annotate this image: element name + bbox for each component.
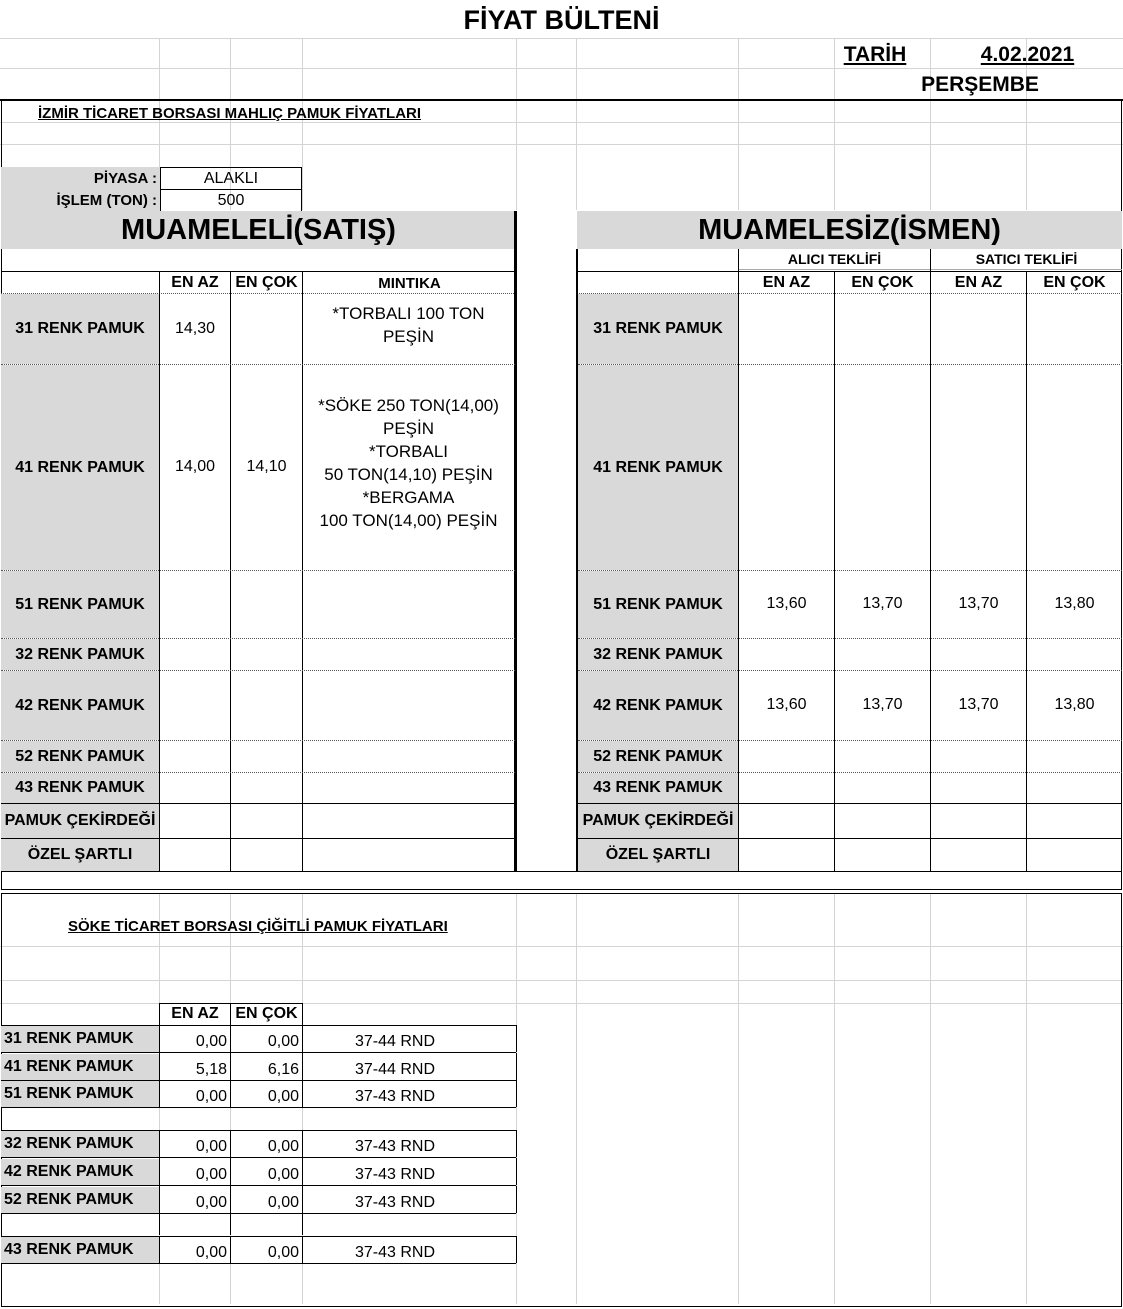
piyasa-value: ALAKLI bbox=[160, 167, 302, 189]
mintika-value bbox=[303, 803, 514, 838]
soke-note-value: 37-43 RND bbox=[355, 1193, 436, 1211]
col-satici-en-cok: EN ÇOK bbox=[1043, 274, 1106, 291]
row-name: 42 RENK PAMUK bbox=[578, 671, 738, 740]
mintika-value: *TORBALI 100 TON PEŞİN bbox=[332, 303, 485, 346]
soke-en-az-value: 0,00 bbox=[195, 1243, 227, 1261]
alici-en-az-value bbox=[739, 838, 834, 871]
page-title: FİYAT BÜLTENİ bbox=[463, 4, 660, 35]
satici-en-cok-value: 13,80 bbox=[1054, 696, 1095, 713]
satici-en-az-value bbox=[931, 772, 1026, 803]
row-name: ÖZEL ŞARTLI bbox=[578, 839, 738, 871]
day-value: PERŞEMBE bbox=[921, 73, 1039, 96]
en-az-value bbox=[160, 838, 230, 871]
en-cok-value bbox=[231, 740, 302, 772]
row-name: 43 RENK PAMUK bbox=[578, 773, 738, 803]
en-az-value bbox=[160, 570, 230, 638]
en-cok-value bbox=[231, 670, 302, 740]
row-name: 41 RENK PAMUK bbox=[1, 365, 159, 570]
row-name: 41 RENK PAMUK bbox=[578, 365, 738, 570]
alici-en-cok-value bbox=[835, 838, 930, 871]
col-en-az: EN AZ bbox=[171, 274, 219, 291]
soke-row-name: 31 RENK PAMUK bbox=[1, 1026, 159, 1052]
row-name: 32 RENK PAMUK bbox=[578, 639, 738, 670]
en-cok-value bbox=[231, 570, 302, 638]
mintika-value bbox=[303, 670, 514, 740]
soke-en-cok-value: 0,00 bbox=[267, 1243, 299, 1261]
soke-note-value: 37-43 RND bbox=[355, 1165, 436, 1183]
alici-en-cok-value: 13,70 bbox=[862, 595, 903, 612]
satici-en-cok-value: 13,80 bbox=[1054, 595, 1095, 612]
alici-en-az-value: 13,60 bbox=[766, 696, 807, 713]
date-label: TARİH bbox=[843, 43, 907, 66]
mintika-value bbox=[303, 570, 514, 638]
row-name: 51 RENK PAMUK bbox=[578, 571, 738, 638]
row-name: 42 RENK PAMUK bbox=[1, 671, 159, 740]
alici-en-cok-value bbox=[835, 803, 930, 838]
row-name: 31 RENK PAMUK bbox=[578, 294, 738, 364]
soke-en-cok-value: 0,00 bbox=[267, 1193, 299, 1211]
muameleli-title: MUAMELELİ(SATIŞ) bbox=[1, 211, 516, 249]
satici-en-az-value bbox=[931, 740, 1026, 772]
soke-note-value: 37-43 RND bbox=[355, 1087, 436, 1105]
soke-en-az-value: 0,00 bbox=[195, 1137, 227, 1155]
en-cok-value bbox=[231, 803, 302, 838]
soke-note-value: 37-44 RND bbox=[355, 1032, 436, 1050]
satici-en-az-value: 13,70 bbox=[958, 595, 999, 612]
alici-en-az-value bbox=[739, 293, 834, 364]
satici-en-az-value: 13,70 bbox=[958, 696, 999, 713]
islem-label: İŞLEM (TON) : bbox=[1, 189, 160, 211]
soke-en-az-value: 0,00 bbox=[195, 1193, 227, 1211]
mintika-value: *SÖKE 250 TON(14,00) PEŞİN *TORBALI 50 TON(14,10) PEŞİN *BERGAMA 100 TON(14,00) PEŞİN bbox=[318, 396, 499, 530]
en-cok-value bbox=[231, 638, 302, 670]
soke-en-az-value: 0,00 bbox=[195, 1032, 227, 1050]
row-name: 52 RENK PAMUK bbox=[578, 741, 738, 772]
alici-en-az-value bbox=[739, 638, 834, 670]
soke-heading: SÖKE TİCARET BORSASI ÇİĞİTLİ PAMUK FİYATLARI bbox=[68, 917, 448, 935]
col-en-cok: EN ÇOK bbox=[235, 274, 298, 291]
soke-row-name: 32 RENK PAMUK bbox=[1, 1131, 159, 1157]
mintika-value bbox=[303, 638, 514, 670]
soke-note-value: 37-43 RND bbox=[355, 1137, 436, 1155]
izmir-heading: İZMİR TİCARET BORSASI MAHLIÇ PAMUK FİYATLARI bbox=[38, 104, 422, 122]
row-name: ÖZEL ŞARTLI bbox=[1, 839, 159, 871]
soke-en-cok-value: 0,00 bbox=[267, 1165, 299, 1183]
soke-en-cok-value: 6,16 bbox=[267, 1060, 299, 1078]
muamelesiz-title: MUAMELESİZ(İSMEN) bbox=[577, 211, 1122, 249]
soke-en-cok-value: 0,00 bbox=[267, 1032, 299, 1050]
satici-en-cok-value bbox=[1027, 740, 1122, 772]
row-name: PAMUK ÇEKİRDEĞİ bbox=[1, 804, 159, 838]
en-cok-value bbox=[231, 838, 302, 871]
en-cok-value: 14,10 bbox=[246, 458, 287, 475]
satici-en-cok-value bbox=[1027, 364, 1122, 570]
mintika-value bbox=[303, 772, 514, 803]
satici-en-az-value bbox=[931, 803, 1026, 838]
soke-en-cok-value: 0,00 bbox=[267, 1087, 299, 1105]
soke-note-value: 37-44 RND bbox=[355, 1060, 436, 1078]
col-alici-en-cok: EN ÇOK bbox=[851, 274, 914, 291]
soke-en-az-value: 5,18 bbox=[195, 1060, 227, 1078]
soke-en-cok-value: 0,00 bbox=[267, 1137, 299, 1155]
mintika-value bbox=[303, 838, 514, 871]
alici-teklifi: ALICI TEKLİFİ bbox=[738, 249, 930, 269]
satici-en-az-value bbox=[931, 838, 1026, 871]
alici-en-az-value bbox=[739, 740, 834, 772]
row-name: 32 RENK PAMUK bbox=[1, 639, 159, 670]
alici-en-cok-value bbox=[835, 740, 930, 772]
alici-en-cok-value bbox=[835, 293, 930, 364]
satici-teklifi: SATICI TEKLİFİ bbox=[930, 249, 1122, 269]
row-name: 51 RENK PAMUK bbox=[1, 571, 159, 638]
soke-row-name: 41 RENK PAMUK bbox=[1, 1054, 159, 1080]
col-mintika: MINTIKA bbox=[378, 274, 441, 292]
en-az-value: 14,30 bbox=[174, 319, 216, 337]
piyasa-label: PİYASA : bbox=[1, 167, 160, 189]
alici-en-cok-value bbox=[835, 364, 930, 570]
en-cok-value bbox=[231, 293, 302, 364]
en-az-value bbox=[160, 638, 230, 670]
soke-en-az-value: 0,00 bbox=[195, 1087, 227, 1105]
soke-col-en-az: EN AZ bbox=[171, 1005, 219, 1022]
mintika-value bbox=[303, 740, 514, 772]
satici-en-az-value bbox=[931, 293, 1026, 364]
satici-en-cok-value bbox=[1027, 638, 1122, 670]
alici-en-az-value bbox=[739, 803, 834, 838]
row-name: 52 RENK PAMUK bbox=[1, 741, 159, 772]
en-az-value bbox=[160, 740, 230, 772]
soke-row-name: 52 RENK PAMUK bbox=[1, 1187, 159, 1213]
islem-value: 500 bbox=[160, 189, 302, 211]
alici-en-cok-value bbox=[835, 772, 930, 803]
satici-en-cok-value bbox=[1027, 838, 1122, 871]
soke-row-name: 42 RENK PAMUK bbox=[1, 1159, 159, 1185]
soke-row-name: 51 RENK PAMUK bbox=[1, 1081, 159, 1107]
row-name: PAMUK ÇEKİRDEĞİ bbox=[578, 804, 738, 838]
col-satici-en-az: EN AZ bbox=[954, 274, 1003, 291]
row-name: 31 RENK PAMUK bbox=[1, 294, 159, 364]
satici-en-cok-value bbox=[1027, 293, 1122, 364]
alici-en-az-value: 13,60 bbox=[766, 595, 807, 612]
soke-note-value: 37-43 RND bbox=[355, 1243, 436, 1261]
soke-en-az-value: 0,00 bbox=[195, 1165, 227, 1183]
col-alici-en-az: EN AZ bbox=[762, 274, 811, 291]
en-az-value: 14,00 bbox=[174, 458, 216, 475]
alici-en-az-value bbox=[739, 772, 834, 803]
alici-en-cok-value: 13,70 bbox=[862, 696, 903, 713]
satici-en-cok-value bbox=[1027, 772, 1122, 803]
satici-en-az-value bbox=[931, 638, 1026, 670]
soke-col-en-cok: EN ÇOK bbox=[235, 1005, 298, 1022]
en-cok-value bbox=[231, 772, 302, 803]
satici-en-cok-value bbox=[1027, 803, 1122, 838]
date-value: 4.02.2021 bbox=[980, 43, 1075, 66]
en-az-value bbox=[160, 803, 230, 838]
row-name: 43 RENK PAMUK bbox=[1, 773, 159, 803]
alici-en-cok-value bbox=[835, 638, 930, 670]
soke-row-name: 43 RENK PAMUK bbox=[1, 1237, 159, 1263]
alici-en-az-value bbox=[739, 364, 834, 570]
satici-en-az-value bbox=[931, 364, 1026, 570]
en-az-value bbox=[160, 772, 230, 803]
en-az-value bbox=[160, 670, 230, 740]
